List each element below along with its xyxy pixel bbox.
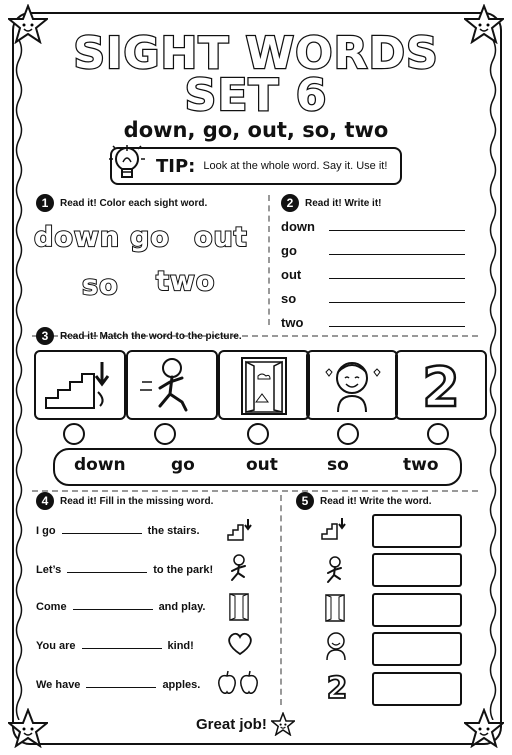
section-number: 1 <box>36 194 54 212</box>
sentence-row <box>36 679 200 691</box>
picture-stairs-down <box>34 350 126 420</box>
tip-heading: TIP: <box>156 155 196 177</box>
match-word-two[interactable]: two <box>403 455 439 475</box>
page-title: SIGHT WORDS <box>73 28 439 79</box>
answer-blank[interactable] <box>73 608 153 610</box>
color-word-go[interactable]: go <box>130 222 170 253</box>
write-word: so <box>281 291 297 306</box>
running-boy-icon <box>128 352 216 418</box>
write-line[interactable] <box>329 277 465 279</box>
sentence-start: I go <box>36 525 56 537</box>
section-instruction: Read it! Color each sight word. <box>60 197 208 209</box>
color-word-so[interactable]: so <box>82 270 119 301</box>
smiling-child-icon <box>308 352 396 418</box>
footer-text: Great job! <box>196 715 267 733</box>
sentence-row <box>36 525 200 537</box>
section-instruction: Read it! Match the word to the picture. <box>60 330 242 342</box>
match-word-out[interactable]: out <box>246 455 278 475</box>
match-circle[interactable] <box>427 423 449 445</box>
section-4-heading <box>36 492 213 510</box>
picture-running-boy <box>126 350 218 420</box>
color-word-down[interactable]: down <box>34 222 121 253</box>
stairs-down-icon <box>36 352 124 418</box>
answer-blank[interactable] <box>67 571 147 573</box>
sentence-end: the stairs. <box>147 525 200 537</box>
answer-blank[interactable] <box>82 647 162 649</box>
star-icon <box>8 708 48 748</box>
write-word-box[interactable] <box>372 672 462 706</box>
write-word-box[interactable] <box>372 514 462 548</box>
stairs-icon <box>226 516 254 542</box>
apples-icon <box>216 670 262 696</box>
sentence-start: We have <box>36 679 81 691</box>
sentence-start: Let’s <box>36 564 62 576</box>
sentence-row <box>36 564 213 576</box>
color-word-out[interactable]: out <box>194 222 248 253</box>
match-word-down[interactable]: down <box>74 455 126 475</box>
write-row <box>281 243 465 258</box>
footer <box>196 712 295 736</box>
section-3-heading <box>36 327 242 345</box>
section-number: 3 <box>36 327 54 345</box>
answer-blank[interactable] <box>62 532 142 534</box>
match-circle[interactable] <box>337 423 359 445</box>
write-word: go <box>281 243 297 258</box>
sentence-start: You are <box>36 640 76 652</box>
smiling-child-icon <box>322 630 350 662</box>
section-divider <box>268 195 270 325</box>
sentence-end: kind! <box>167 640 194 652</box>
match-circle[interactable] <box>154 423 176 445</box>
write-word-box[interactable] <box>372 632 462 666</box>
door-icon <box>324 593 346 623</box>
write-row <box>281 315 465 330</box>
write-line[interactable] <box>329 253 465 255</box>
match-circle[interactable] <box>63 423 85 445</box>
lightbulb-icon <box>108 141 146 189</box>
match-word-go[interactable]: go <box>171 455 195 475</box>
match-circle[interactable] <box>247 423 269 445</box>
color-word-two[interactable]: two <box>156 266 216 297</box>
star-icon <box>271 712 295 736</box>
svg-text:2: 2 <box>422 356 460 418</box>
write-word: out <box>281 267 302 282</box>
star-icon <box>464 708 504 748</box>
sentence-row <box>36 640 194 652</box>
tip-box <box>110 147 402 185</box>
door-icon <box>228 592 250 622</box>
stairs-icon <box>320 515 348 541</box>
sentence-start: Come <box>36 601 67 613</box>
match-word-so[interactable]: so <box>327 455 349 475</box>
svg-text:2: 2 <box>326 671 348 702</box>
left-wavy-border <box>14 40 24 720</box>
sentence-end: and play. <box>158 601 206 613</box>
section-instruction: Read it! Write the word. <box>320 495 432 507</box>
section-number: 2 <box>281 194 299 212</box>
tip-text: Look at the whole word. Say it. Use it! <box>203 160 388 172</box>
section-5-heading <box>296 492 432 510</box>
section-2-heading <box>281 194 381 212</box>
write-word-box[interactable] <box>372 553 462 587</box>
write-word: down <box>281 219 315 234</box>
picture-smiling-child <box>306 350 398 420</box>
heart-icon <box>226 632 254 656</box>
sentence-row <box>36 601 205 613</box>
write-line[interactable] <box>329 229 465 231</box>
section-number: 4 <box>36 492 54 510</box>
sentence-end: to the park! <box>153 564 214 576</box>
section-instruction: Read it! Fill in the missing word. <box>60 495 214 507</box>
picture-number-two <box>395 350 487 420</box>
answer-blank[interactable] <box>86 686 156 688</box>
write-line[interactable] <box>329 301 465 303</box>
word-list: down, go, out, so, two <box>123 118 389 142</box>
section-instruction: Read it! Write it! <box>305 197 382 209</box>
write-word: two <box>281 315 304 330</box>
write-line[interactable] <box>329 325 465 327</box>
write-row <box>281 267 465 282</box>
section-1-heading <box>36 194 207 212</box>
page-subtitle: SET 6 <box>184 70 328 121</box>
write-word-box[interactable] <box>372 593 462 627</box>
running-boy-icon <box>322 555 348 585</box>
write-row <box>281 219 465 234</box>
number-two-icon <box>397 352 485 418</box>
write-row <box>281 291 465 306</box>
section-number: 5 <box>296 492 314 510</box>
sentence-end: apples. <box>162 679 201 691</box>
running-boy-icon <box>226 553 252 583</box>
section-divider <box>280 495 282 705</box>
open-door-icon <box>220 352 308 418</box>
number-two-icon <box>324 670 350 702</box>
right-wavy-border <box>488 40 498 720</box>
picture-open-door <box>218 350 310 420</box>
